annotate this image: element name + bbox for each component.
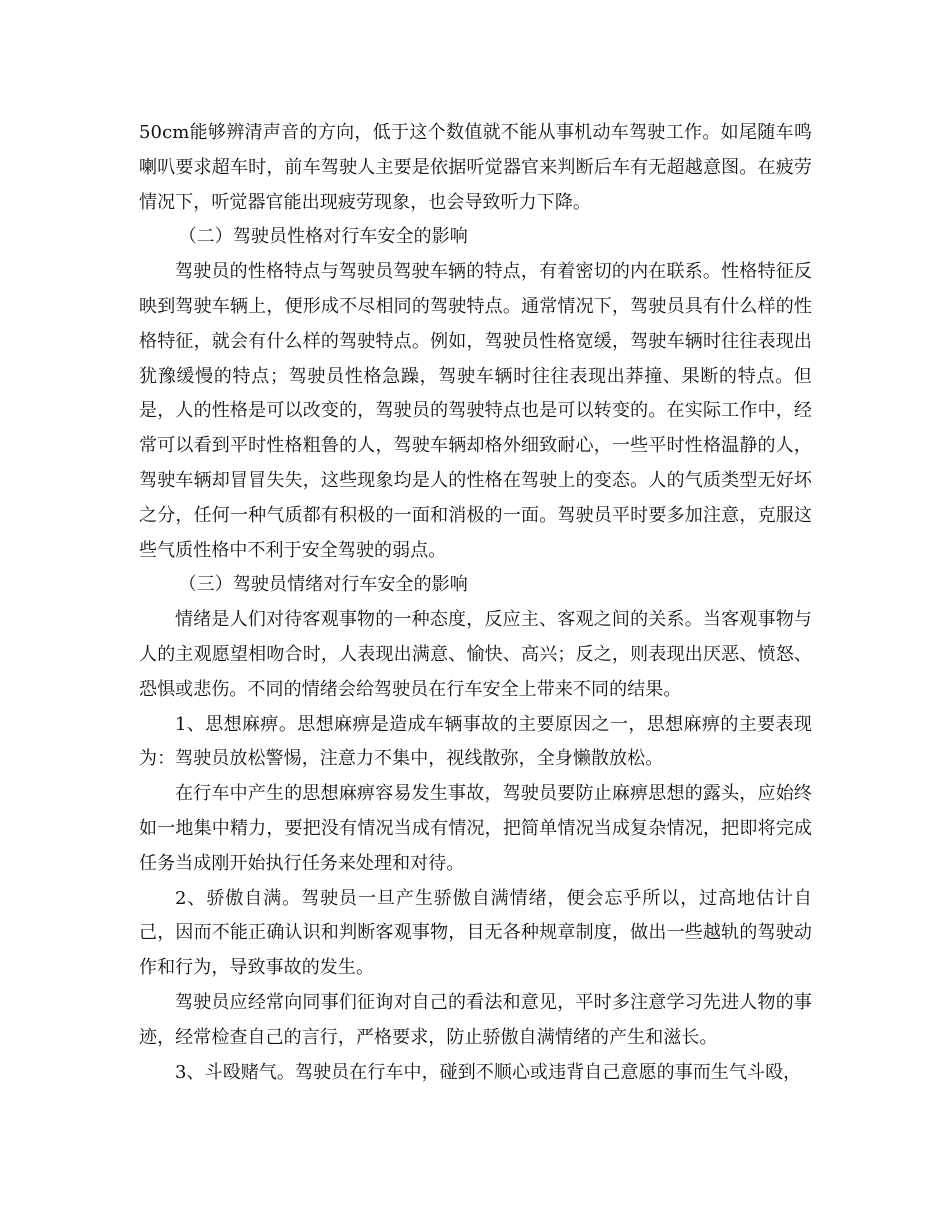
paragraph-personality: 驾驶员的性格特点与驾驶员驾驶车辆的特点，有着密切的内在联系。性格特征反映到驾驶车辆上，便形成不尽相同的驾驶特点。通常情况下，驾驶员具有什么样的性格特征，就会有什么样的驾驶特点。例如，驾驶员性格宽缓，驾驶车辆时往往表现出犹豫缓慢的特点；驾驶员性格急躁，驾驶车辆时往往表现出莽撞、果断的特点。但是，人的性格是可以改变的，驾驶员的驾驶特点也是可以转变的。在实际工作中，经常可以看到平时性格粗鲁的人，驾驶车辆却格外细致耐心，一些平时性格温静的人，驾驶车辆却冒冒失失，这些现象均是人的性格在驾驶上的变态。人的气质类型无好坏之分，任何一种气质都有积极的一面和消极的一面。驾驶员平时要多加注意，克服这些气质性格中不利于安全驾驶的弱点。 xyxy=(139,261,812,561)
section-heading-personality: （二）驾驶员性格对行车安全的影响 xyxy=(178,226,468,248)
paragraph-emotion-intro: 情绪是人们对待客观事物的一种态度，反应主、客观之间的关系。当客观事物与人的主观愿望相吻合时，人表现出满意、愉快、高兴；反之，则表现出厌恶、愤怒、恐惧或悲伤。不同的情绪会给驾驶员在行车安全上带来不同的结果。 xyxy=(139,609,812,700)
paragraph-fighting: 3、斗殴赌气。驾驶员在行车中，碰到不顺心或违背自己意愿的事而生气斗殴， xyxy=(175,1061,802,1083)
paragraph-hearing-note: 50cm能够辨清声音的方向，低于这个数值就不能从事机动车驾驶工作。如尾随车鸣喇叭要求超车时，前车驾驶人主要是依据听觉器官来判断后车有无超越意图。在疲劳情况下，听觉器官能出现疲劳现象，也会导致听力下降。 xyxy=(139,122,812,213)
document-body xyxy=(139,116,812,1090)
section-heading-emotion: （三）驾驶员情绪对行车安全的影响 xyxy=(178,574,468,596)
paragraph-arrogance-advice: 驾驶员应经常向同事们征询对自己的看法和意见，平时多注意学习先进人物的事迹，经常检查自己的言行，严格要求，防止骄傲自满情绪的产生和滋长。 xyxy=(139,991,812,1048)
paragraph-complacency-advice: 在行车中产生的思想麻痹容易发生事故，驾驶员要防止麻痹思想的露头，应始终如一地集中精力，要把没有情况当成有情况，把简单情况当成复杂情况，把即将完成任务当成刚开始执行任务来处理和对待。 xyxy=(139,783,812,874)
paragraph-arrogance: 2、骄傲自满。驾驶员一旦产生骄傲自满情绪，便会忘乎所以，过高地估计自己，因而不能正确认识和判断客观事物，目无各种规章制度，做出一些越轨的驾驶动作和行为，导致事故的发生。 xyxy=(139,887,812,979)
paragraph-complacency: 1、思想麻痹。思想麻痹是造成车辆事故的主要原因之一，思想麻痹的主要表现为：驾驶员放松警惕，注意力不集中，视线散弥，全身懒散放松。 xyxy=(139,713,812,770)
